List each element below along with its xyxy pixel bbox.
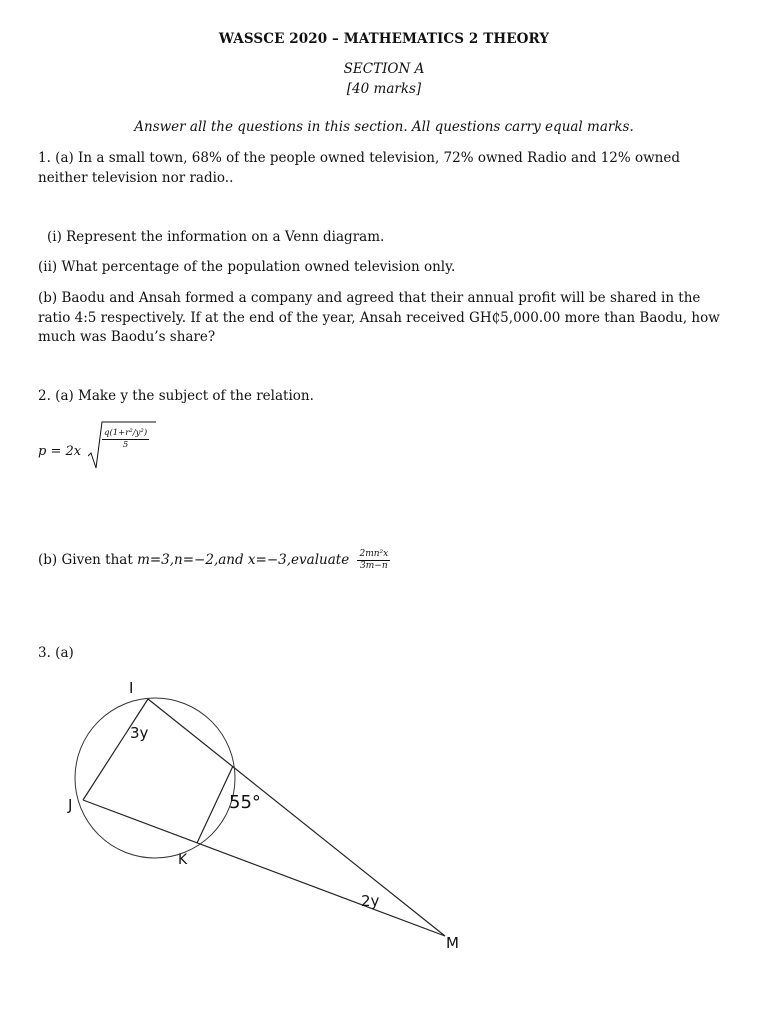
angle-55-label: 55° — [229, 792, 261, 813]
label-K: K — [178, 852, 188, 868]
formula-numerator: q(1+r²/y²) — [104, 428, 148, 438]
instructions: Answer all the questions in this section. All questions carry equal marks. — [134, 119, 634, 135]
exam-title: WASSCE 2020 – MATHEMATICS 2 THEORY — [218, 31, 550, 47]
section-label: SECTION A — [343, 61, 425, 77]
line-IM — [148, 699, 445, 936]
q1a-ii: (ii) What percentage of the population owned television only. — [38, 259, 456, 275]
q2b-prefix: (b) Given that — [38, 552, 138, 568]
section-marks: [40 marks] — [346, 81, 422, 97]
angle-2y-label: 2y — [361, 892, 380, 910]
q3a-text: 3. (a) — [38, 645, 74, 661]
formula-lhs: p = 2x — [38, 444, 82, 459]
q1a-text: 1. (a) In a small town, 68% of the people owned television, 72% owned Radio and 12% owned neither television nor radio.. — [38, 150, 681, 186]
label-I: I — [129, 679, 134, 697]
angle-3y-label: 3y — [130, 724, 149, 742]
q2b-values: m=3,n=−2,and x=−3,evaluate — [137, 552, 350, 568]
q1b-text: (b) Baodu and Ansah formed a company and agreed that their annual profit will be shared in the ratio 4:5 respectively. If at the end of the year, Ansah received GH₵5,000.00 more than Baodu, how much was Baodu’s share? — [38, 290, 720, 345]
q2b-numerator: 2mn²x — [359, 549, 389, 559]
line-JM — [83, 800, 445, 936]
q2a-text: 2. (a) Make y the subject of the relation. — [38, 388, 314, 404]
diagram-circle — [75, 698, 235, 858]
q1a-i: (i) Represent the information on a Venn diagram. — [47, 229, 385, 245]
q2b-denominator: 3m−n — [360, 561, 388, 571]
chord-IJ — [83, 699, 148, 800]
label-J: J — [68, 796, 73, 814]
formula-denominator: 5 — [122, 440, 129, 450]
label-M: M — [446, 934, 459, 952]
